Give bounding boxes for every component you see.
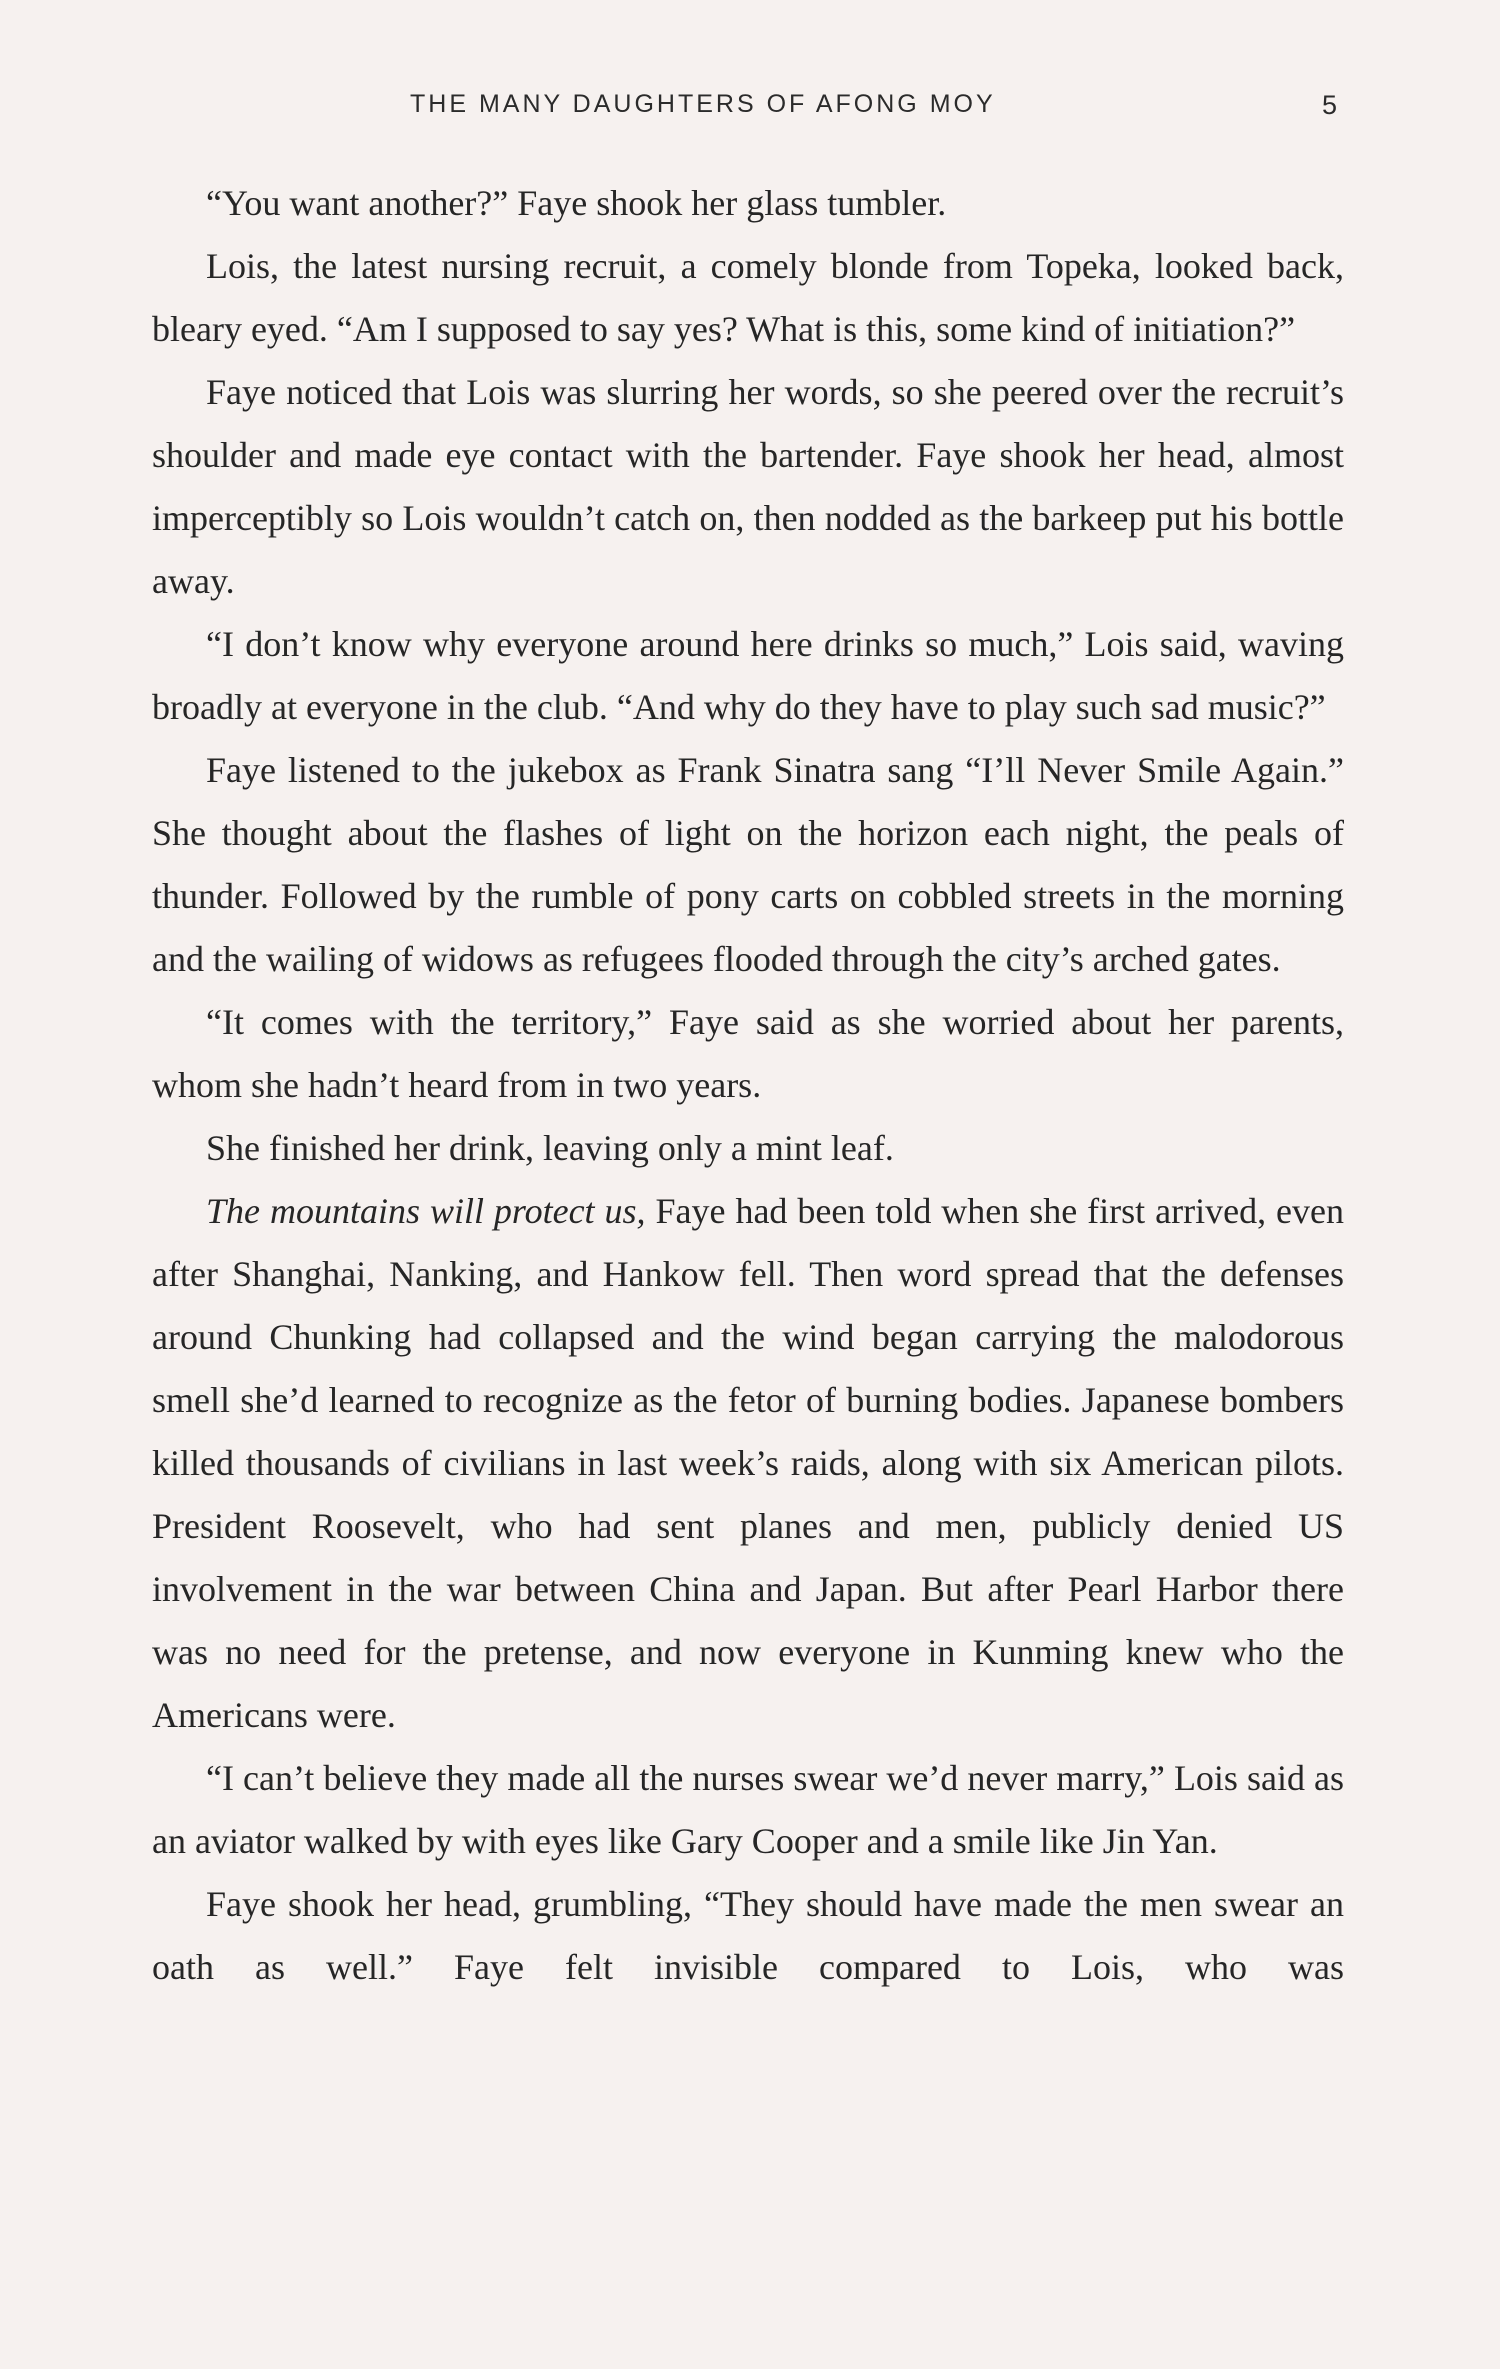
paragraph: “It comes with the territory,” Faye said as she worried about her parents, whom she hadn’t heard from in two years.: [152, 1002, 1344, 1105]
page-header: [150, 90, 1345, 130]
italic-phrase: The mountains will protect us,: [206, 1191, 646, 1231]
paragraph: Faye listened to the jukebox as Frank Sinatra sang “I’ll Never Smile Again.” She thought about the flashes of light on the horizon each night, the peals of thunder. Followed by the rumble of pony carts on cobbled streets in the morning and the wailing of widows as refugees flooded through the city’s arched gates.: [152, 750, 1344, 979]
paragraph: Faye shook her head, grumbling, “They should have made the men swear an oath as well.” Faye felt invisible compared to Lois, who was: [152, 1884, 1344, 1987]
running-head: THE MANY DAUGHTERS OF AFONG MOY: [410, 90, 996, 118]
paragraph: Lois, the latest nursing recruit, a comely blonde from Topeka, looked back, bleary eyed. “Am I supposed to say yes? What is this, some kind of initiation?”: [152, 246, 1344, 349]
paragraph: “You want another?” Faye shook her glass tumbler.: [206, 183, 947, 223]
body-text: [152, 172, 1344, 1999]
paragraph-continuation: Faye had been told when she first arrived, even after Shanghai, Nanking, and Hankow fell. Then word spread that the defenses around Chunking had collapsed and the wind began carrying the malodorous smell she’d learned to recognize as the fetor of burning bodies. Japanese bombers killed thousands of civilians in last week’s raids, along with six American pilots. President Roosevelt, who had sent planes and men, publicly denied US involvement in the war between China and Japan. But after Pearl Harbor there was no need for the pretense, and now everyone in Kunming knew who the Americans were.: [152, 1191, 1344, 1735]
paragraph: She finished her drink, leaving only a mint leaf.: [206, 1128, 894, 1168]
paragraph: “I don’t know why everyone around here drinks so much,” Lois said, waving broadly at everyone in the club. “And why do they have to play such sad music?”: [152, 624, 1344, 727]
paragraph: “I can’t believe they made all the nurses swear we’d never marry,” Lois said as an aviator walked by with eyes like Gary Cooper and a smile like Jin Yan.: [152, 1758, 1344, 1861]
page-number: 5: [1321, 90, 1337, 120]
paragraph: [152, 1180, 1344, 1747]
paragraph: Faye noticed that Lois was slurring her words, so she peered over the recruit’s shoulder and made eye contact with the bartender. Faye shook her head, almost imperceptibly so Lois wouldn’t catch on, then nodded as the barkeep put his bottle away.: [152, 372, 1344, 601]
